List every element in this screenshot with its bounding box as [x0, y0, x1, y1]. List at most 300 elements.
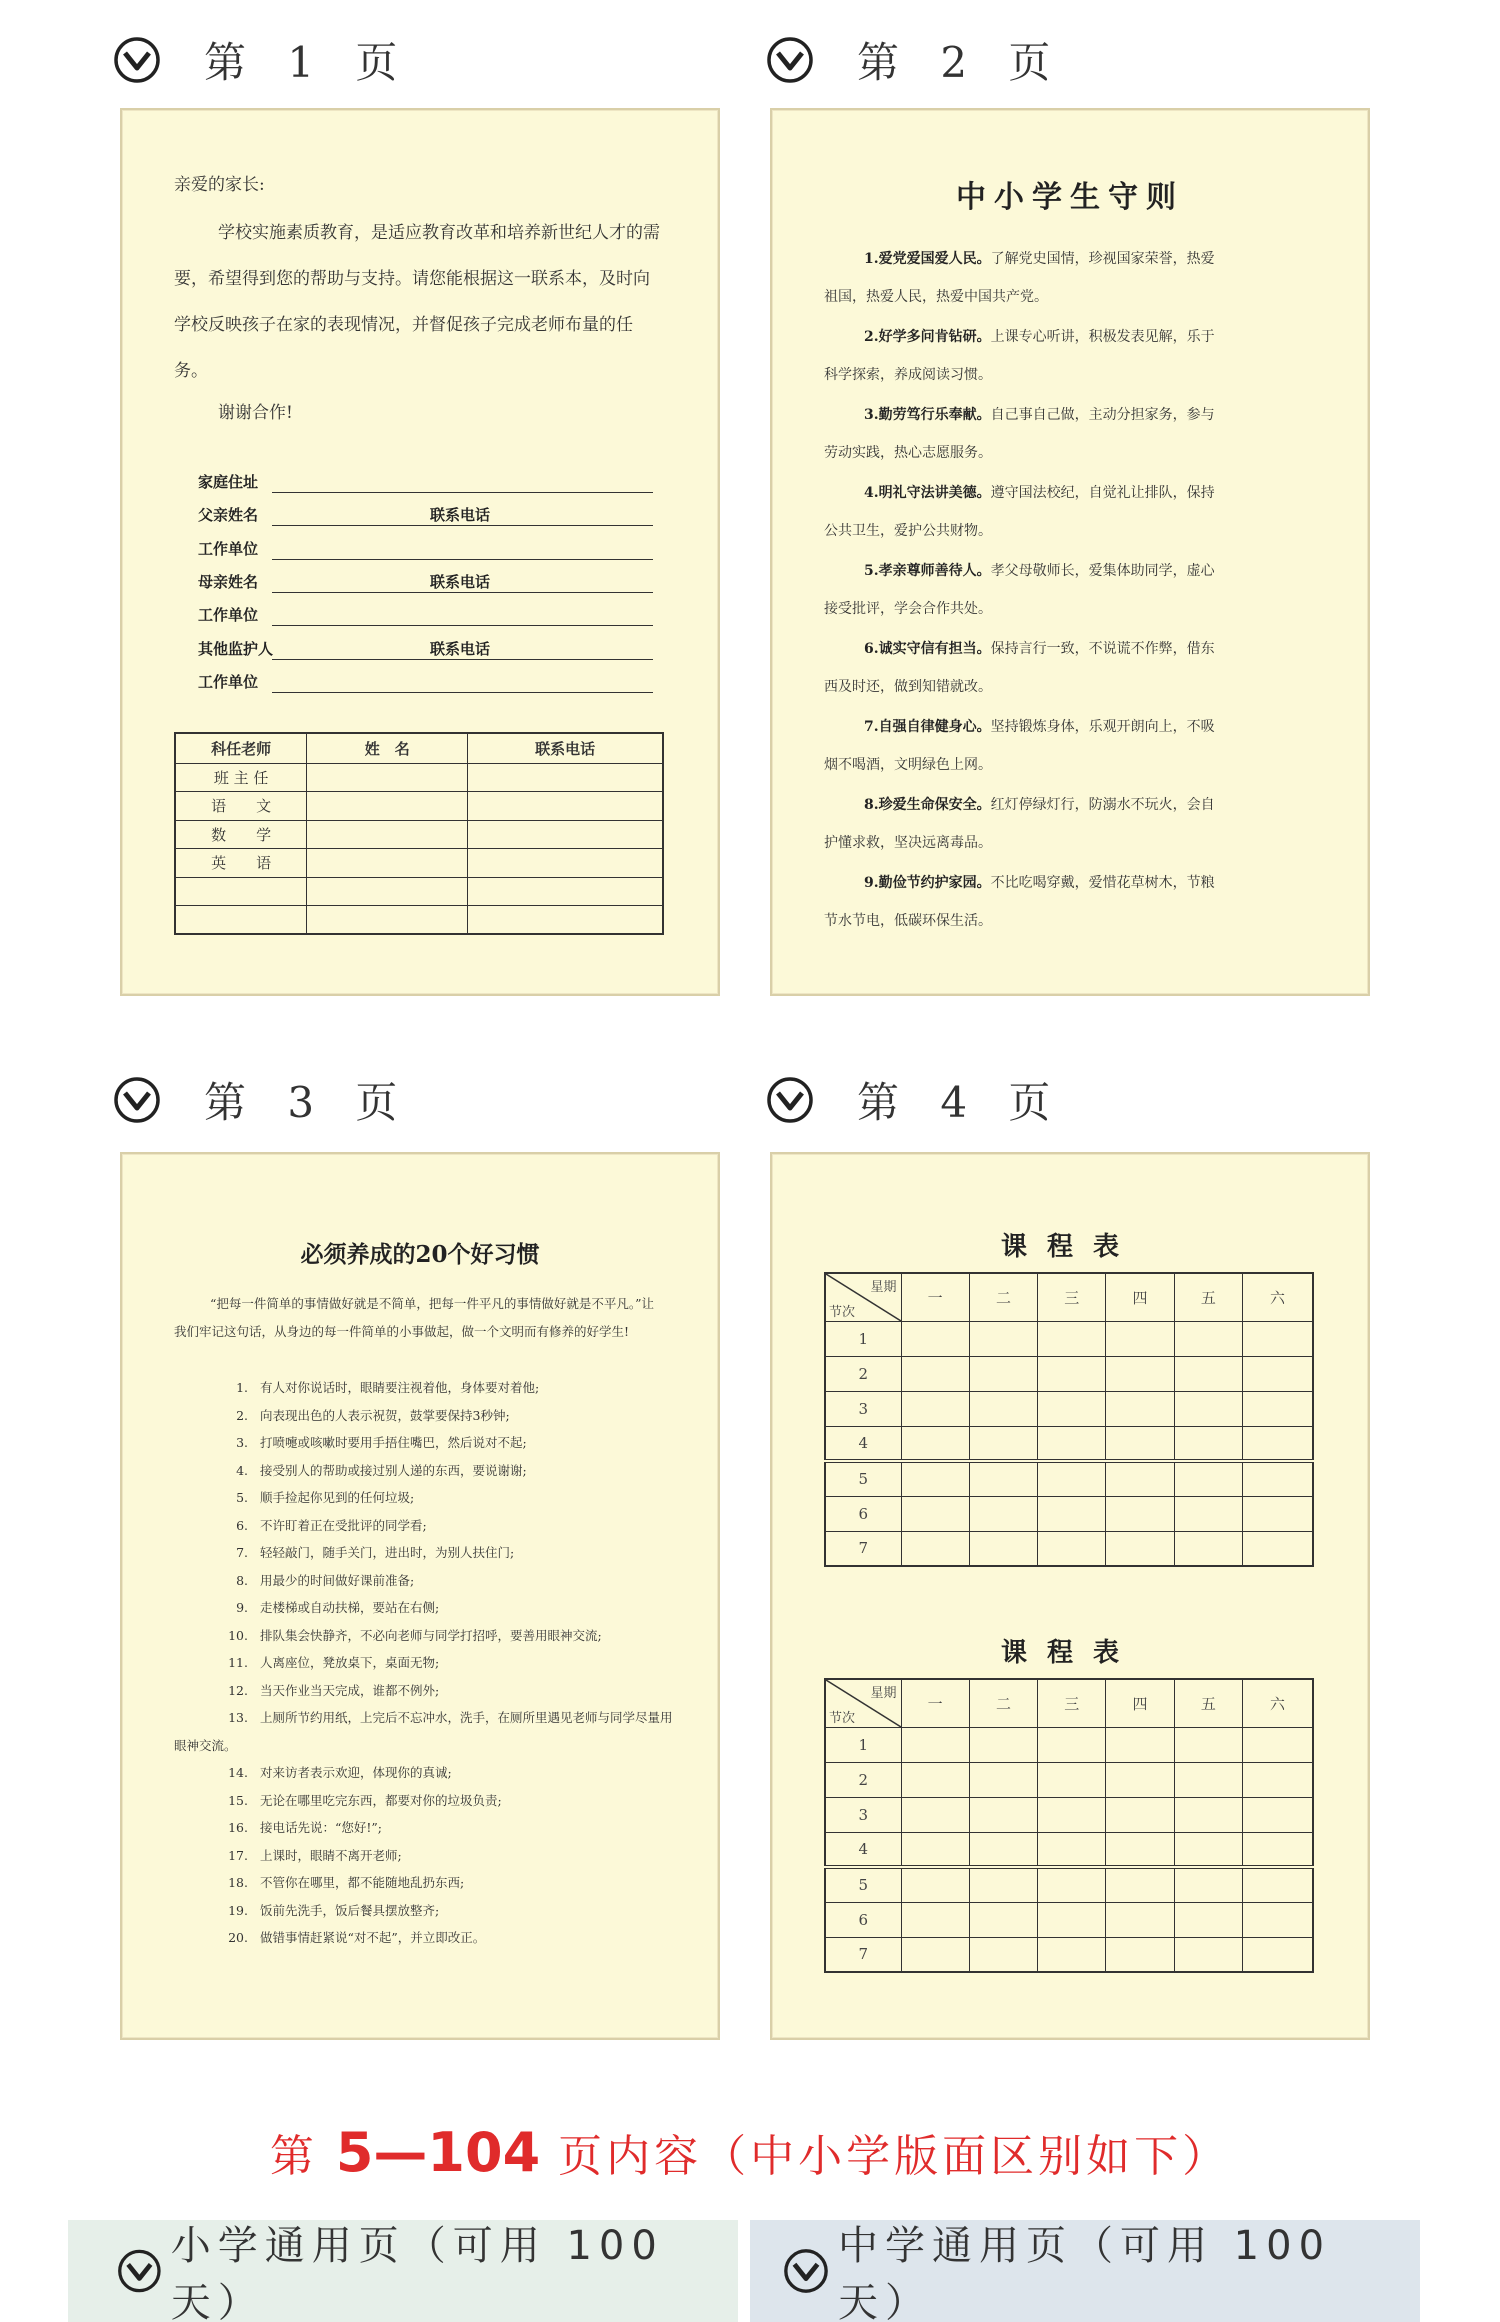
schedule-cell[interactable] [1106, 1762, 1174, 1797]
rule-heading [864, 251, 991, 267]
rule-line [824, 864, 1324, 902]
weekday-header: 六 [1242, 1679, 1313, 1727]
schedule-header-row [825, 1679, 1313, 1727]
schedule-cell[interactable] [901, 1937, 969, 1972]
rule-heading [864, 719, 991, 735]
chevron-circle-icon [112, 35, 162, 85]
page-label-1 [112, 30, 411, 90]
schedule-cell[interactable] [1174, 1727, 1242, 1762]
schedule-cell[interactable] [1038, 1727, 1106, 1762]
rule-continuation: 护懂求救，坚决远离毒品。 [824, 835, 992, 851]
table-row [175, 849, 663, 878]
schedule-cell[interactable] [969, 1426, 1037, 1461]
habit-number: 5. [236, 1490, 248, 1505]
habit-item [174, 1402, 674, 1430]
period-number: 6 [825, 1496, 901, 1531]
period-corner-label: 节次 [829, 1710, 856, 1726]
field-underline [272, 559, 653, 560]
period-number: 4 [825, 1426, 901, 1461]
phone-cell [468, 906, 663, 935]
habit-text: 上厕所节约用纸，上完后不忘冲水，洗手，在厕所里遇见老师与同学尽量用眼神交流。 [174, 1710, 673, 1753]
field-label: 父亲姓名 [198, 506, 259, 524]
schedule-cell[interactable] [1174, 1937, 1242, 1972]
schedule-row [825, 1867, 1313, 1902]
habit-text: 打喷嚏或咳嗽时要用手捂住嘴巴，然后说对不起; [260, 1435, 527, 1450]
habit-item [174, 1897, 674, 1925]
schedule-cell[interactable] [1242, 1496, 1313, 1531]
rule-title: 爱党爱国爱人民。 [878, 251, 991, 267]
subject-cell [175, 877, 307, 906]
table-header-cell: 姓 名 [307, 733, 468, 763]
schedule-cell[interactable] [1106, 1797, 1174, 1832]
schedule-table [824, 1678, 1314, 1973]
page-label-text: 第 2 页 [857, 38, 1065, 87]
page-3-sheet [120, 1152, 720, 2040]
greeting: 亲爱的家长: [174, 175, 265, 195]
rule-heading [864, 563, 991, 579]
page-label-text: 第 1 页 [204, 38, 412, 87]
field-label: 母亲姓名 [198, 573, 259, 591]
habit-item [174, 1622, 674, 1650]
field-phone-label: 联系电话 [430, 573, 491, 591]
content-banner [0, 2120, 1500, 2184]
weekday-header: 四 [1106, 1273, 1174, 1321]
weekday-header: 三 [1038, 1679, 1106, 1727]
period-number: 5 [825, 1461, 901, 1496]
schedule-cell[interactable] [901, 1321, 969, 1356]
field-label: 工作单位 [198, 540, 259, 558]
rule-title: 诚实守信有担当。 [878, 641, 991, 657]
habit-text: 排队集会快静齐，不必向老师与同学打招呼，要善用眼神交流; [260, 1627, 602, 1643]
name-cell [307, 820, 468, 849]
schedule-cell[interactable] [1242, 1426, 1313, 1461]
page-2-sheet [770, 108, 1370, 996]
schedule-cell[interactable] [1106, 1496, 1174, 1531]
schedule-cell[interactable] [1106, 1902, 1174, 1937]
schedule-cell[interactable] [969, 1321, 1037, 1356]
schedule-cell[interactable] [1038, 1426, 1106, 1461]
schedule-cell[interactable] [901, 1832, 969, 1867]
rules-title: 中小学生守则 [956, 180, 1184, 215]
period-number: 2 [825, 1356, 901, 1391]
field-label: 家庭住址 [198, 473, 259, 491]
period-number: 7 [825, 1937, 901, 1972]
schedule-cell[interactable] [1174, 1797, 1242, 1832]
schedule-cell[interactable] [1106, 1937, 1174, 1972]
schedule-cell[interactable] [969, 1461, 1037, 1496]
period-number: 5 [825, 1867, 901, 1902]
habit-item [174, 1457, 674, 1485]
rule-item [824, 864, 1324, 940]
schedule-cell[interactable] [1174, 1531, 1242, 1566]
chevron-circle-icon [765, 1075, 815, 1125]
habit-block [174, 1374, 674, 1952]
form-field-row [198, 536, 653, 562]
schedule-cell[interactable] [901, 1762, 969, 1797]
weekday-header: 五 [1174, 1273, 1242, 1321]
subject-cell: 语 文 [175, 792, 307, 821]
rule-continuation: 西及时还，做到知错就改。 [824, 679, 992, 695]
field-label: 工作单位 [198, 606, 259, 624]
schedule-cell[interactable] [901, 1797, 969, 1832]
phone-cell [468, 877, 663, 906]
schedule-row [825, 1321, 1313, 1356]
habit-item [174, 1677, 674, 1705]
page-4-sheet [770, 1152, 1370, 2040]
schedule-cell[interactable] [969, 1867, 1037, 1902]
rule-item [824, 786, 1324, 862]
schedule-cell[interactable] [1174, 1321, 1242, 1356]
table-row [175, 877, 663, 906]
habit-text: 饭前先洗手，饭后餐具摆放整齐; [260, 1902, 440, 1918]
schedule-cell[interactable] [969, 1356, 1037, 1391]
rule-continuation: 节水节电，低碳环保生活。 [824, 913, 992, 929]
schedule-cell[interactable] [1106, 1461, 1174, 1496]
schedule-cell[interactable] [969, 1832, 1037, 1867]
table-header-cell: 联系电话 [468, 733, 663, 763]
habit-number: 11. [228, 1655, 248, 1670]
habit-text: 做错事情赶紧说“对不起”，并立即改正。 [260, 1930, 486, 1945]
rule-text: 遵守国法校纪，自觉礼让排队，保持 [990, 485, 1215, 501]
schedule-cell[interactable] [1038, 1391, 1106, 1426]
page-label-3 [112, 1070, 411, 1130]
schedule-cell[interactable] [1038, 1321, 1106, 1356]
schedule-cell[interactable] [1106, 1727, 1174, 1762]
schedule-cell[interactable] [1038, 1356, 1106, 1391]
schedule-cell[interactable] [1106, 1321, 1174, 1356]
schedule-cell[interactable] [1174, 1391, 1242, 1426]
rule-title: 好学多问肯钻研。 [878, 329, 991, 345]
rule-continuation: 烟不喝酒，文明绿色上网。 [824, 757, 992, 773]
habit-text: 轻轻敲门，随手关门，进出时，为别人扶住门; [260, 1545, 515, 1560]
schedule-cell[interactable] [901, 1902, 969, 1937]
schedule-cell[interactable] [1174, 1867, 1242, 1902]
habit-item [174, 1649, 674, 1677]
schedule-cell[interactable] [901, 1867, 969, 1902]
schedule-cell[interactable] [969, 1937, 1037, 1972]
schedule-cell[interactable] [969, 1727, 1037, 1762]
schedule-cell[interactable] [1174, 1356, 1242, 1391]
schedule-cell[interactable] [1038, 1797, 1106, 1832]
field-label: 工作单位 [198, 673, 259, 691]
schedule-cell[interactable] [901, 1461, 969, 1496]
rule-text: 了解党史国情，珍视国家荣誉，热爱 [990, 251, 1215, 267]
rule-title: 勤劳笃行乐奉献。 [878, 407, 991, 423]
schedule-cell[interactable] [1242, 1762, 1313, 1797]
schedule-cell[interactable] [1242, 1832, 1313, 1867]
schedule-cell[interactable] [1174, 1461, 1242, 1496]
rule-continuation: 祖国，热爱人民，热爱中国共产党。 [824, 289, 1048, 305]
weekday-header: 二 [969, 1273, 1037, 1321]
schedule-cell[interactable] [1106, 1531, 1174, 1566]
field-underline [272, 659, 653, 660]
habit-item [174, 1512, 674, 1540]
subject-cell [175, 906, 307, 935]
schedule-cell[interactable] [1038, 1832, 1106, 1867]
rule-number: 1. [864, 251, 879, 267]
schedule-cell[interactable] [1106, 1356, 1174, 1391]
schedule-row [825, 1797, 1313, 1832]
weekday-corner-label: 星期 [870, 1686, 897, 1701]
subject-cell: 英 语 [175, 849, 307, 878]
phone-cell [468, 820, 663, 849]
weekday-header: 二 [969, 1679, 1037, 1727]
rule-item [824, 474, 1324, 550]
rule-continuation: 接受批评，学会合作共处。 [824, 601, 992, 617]
period-number: 2 [825, 1762, 901, 1797]
middle-school-label: 中学通用页（可用 100 天） [837, 2223, 1332, 2322]
rule-item [824, 240, 1324, 316]
name-cell [307, 763, 468, 792]
form-field-row [198, 669, 653, 695]
page-1-sheet [120, 108, 720, 996]
habit-number: 2. [236, 1407, 248, 1423]
schedule-cell[interactable] [1106, 1832, 1174, 1867]
rule-item [824, 708, 1324, 784]
schedule-cell[interactable] [901, 1426, 969, 1461]
schedule-row [825, 1832, 1313, 1867]
habit-text: 有人对你说话时，眼睛要注视着他，身体要对着他; [260, 1380, 540, 1395]
field-phone-label: 联系电话 [430, 506, 491, 524]
schedule-cell[interactable] [901, 1727, 969, 1762]
rule-number: 2. [864, 329, 879, 345]
habit-item [174, 1842, 674, 1870]
schedule-title: 课程表 [1000, 1232, 1139, 1262]
rule-continuation: 科学探索，养成阅读习惯。 [824, 367, 992, 383]
name-cell [307, 792, 468, 821]
habit-item [174, 1787, 674, 1815]
rule-item [824, 552, 1324, 628]
habit-number: 9. [236, 1600, 248, 1615]
rule-line [824, 396, 1324, 434]
rule-number: 3. [864, 407, 879, 423]
habit-text: 向表现出色的人表示祝贺，鼓掌要保持3秒钟; [260, 1407, 510, 1423]
rule-text: 坚持锻炼身体，乐观开朗向上，不吸 [990, 719, 1215, 735]
schedule-cell[interactable] [1242, 1391, 1313, 1426]
rule-continuation: 劳动实践，热心志愿服务。 [824, 445, 992, 461]
name-cell [307, 877, 468, 906]
schedule-cell[interactable] [901, 1391, 969, 1426]
rule-line [824, 630, 1324, 668]
habit-number: 15. [228, 1792, 248, 1808]
rule-line [824, 318, 1324, 356]
rule-text: 不比吃喝穿戴，爱惜花草树木，节粮 [990, 875, 1215, 891]
field-underline [272, 625, 653, 626]
habit-text: 用最少的时间做好课前准备; [260, 1572, 415, 1588]
rule-title: 明礼守法讲美德。 [878, 485, 991, 501]
rule-heading [864, 485, 991, 501]
table-row [175, 820, 663, 849]
schedule-cell[interactable] [1174, 1762, 1242, 1797]
weekday-header: 六 [1242, 1273, 1313, 1321]
habit-number: 10. [228, 1627, 248, 1643]
middle-school-bar [750, 2220, 1420, 2322]
habit-item [174, 1374, 674, 1402]
period-number: 1 [825, 1321, 901, 1356]
table-header-row [175, 733, 663, 763]
schedule-cell[interactable] [1174, 1496, 1242, 1531]
schedule-cell[interactable] [969, 1531, 1037, 1566]
weekday-corner-label: 星期 [870, 1280, 897, 1295]
rule-title: 珍爱生命保安全。 [878, 797, 991, 813]
rule-heading [864, 641, 991, 657]
schedule-cell[interactable] [1038, 1902, 1106, 1937]
schedule-cell[interactable] [1038, 1762, 1106, 1797]
schedule-cell[interactable] [969, 1797, 1037, 1832]
phone-cell [468, 792, 663, 821]
rule-text: 保持言行一致，不说谎不作弊，借东 [990, 641, 1215, 657]
schedule-cell[interactable] [969, 1902, 1037, 1937]
period-corner-label: 节次 [829, 1304, 856, 1320]
page-label-4 [765, 1070, 1064, 1130]
habit-number: 14. [228, 1765, 248, 1780]
schedule-row [825, 1531, 1313, 1566]
schedule-cell[interactable] [969, 1496, 1037, 1531]
name-cell [307, 849, 468, 878]
corner-cell [825, 1273, 901, 1321]
habit-text: 不管你在哪里，都不能随地乱扔东西; [260, 1875, 465, 1890]
habit-item [174, 1484, 674, 1512]
habit-text: 人离座位，凳放桌下，桌面无物; [260, 1655, 440, 1670]
rule-line [824, 240, 1324, 278]
schedule-cell[interactable] [1038, 1496, 1106, 1531]
schedule-row [825, 1727, 1313, 1762]
habit-number: 19. [228, 1902, 248, 1918]
schedule-row [825, 1461, 1313, 1496]
rule-line [824, 708, 1324, 746]
schedule-cell[interactable] [901, 1531, 969, 1566]
schedule-cell[interactable] [1242, 1797, 1313, 1832]
period-number: 7 [825, 1531, 901, 1566]
table-row [175, 792, 663, 821]
schedule-cell[interactable] [1242, 1531, 1313, 1566]
primary-school-label: 小学通用页（可用 100 天） [170, 2223, 664, 2322]
chevron-circle-icon [116, 2246, 163, 2296]
schedule-cell[interactable] [1174, 1832, 1242, 1867]
table-header-cell: 科任老师 [175, 733, 307, 763]
rule-number: 5. [864, 563, 879, 579]
schedule-cell[interactable] [1038, 1531, 1106, 1566]
schedule-cell[interactable] [1242, 1321, 1313, 1356]
name-cell [307, 906, 468, 935]
schedule-cell[interactable] [901, 1496, 969, 1531]
schedule-cell[interactable] [1106, 1867, 1174, 1902]
schedule-cell[interactable] [1242, 1727, 1313, 1762]
schedule-cell[interactable] [1106, 1391, 1174, 1426]
habit-number: 13. [228, 1710, 248, 1725]
period-number: 4 [825, 1832, 901, 1867]
habit-item [174, 1924, 674, 1952]
habit-number: 1. [236, 1380, 248, 1395]
form-field-row [198, 636, 653, 662]
schedule-cell[interactable] [1038, 1937, 1106, 1972]
chevron-circle-icon [782, 2246, 830, 2296]
schedule-cell[interactable] [1038, 1867, 1106, 1902]
habit-item [174, 1429, 674, 1457]
habit-number: 4. [236, 1462, 248, 1478]
period-number: 3 [825, 1797, 901, 1832]
field-underline [272, 592, 653, 593]
schedule-cell[interactable] [969, 1391, 1037, 1426]
habit-item [174, 1814, 674, 1842]
schedule-cell[interactable] [1242, 1356, 1313, 1391]
field-label: 其他监护人 [198, 640, 274, 658]
rule-number: 8. [864, 797, 879, 813]
schedule-header-row [825, 1273, 1313, 1321]
form-field-row [198, 602, 653, 628]
rule-heading [864, 329, 991, 345]
rule-title: 自强自律健身心。 [878, 719, 991, 735]
habit-text: 顺手捡起你见到的任何垃圾; [260, 1490, 415, 1505]
habit-text: 上课时，眼睛不离开老师; [260, 1847, 402, 1863]
rule-text: 上课专心听讲，积极发表见解，乐于 [990, 329, 1215, 345]
habit-number: 8. [236, 1572, 248, 1588]
schedule-row [825, 1937, 1313, 1972]
field-underline [272, 492, 653, 493]
schedule-cell[interactable] [1242, 1867, 1313, 1902]
rule-text: 红灯停绿灯行，防溺水不玩火，会自 [990, 797, 1215, 813]
schedule-row [825, 1356, 1313, 1391]
schedule-cell[interactable] [1038, 1461, 1106, 1496]
rule-number: 9. [864, 875, 879, 891]
habit-number: 6. [236, 1517, 248, 1533]
habit-text: 当天作业当天完成，谁都不例外; [260, 1682, 440, 1698]
form-field-row [198, 569, 653, 595]
banner-suffix: 页内容（中小学版面区别如下） [540, 2131, 1231, 2182]
rule-number: 7. [864, 719, 879, 735]
habit-number: 20. [228, 1930, 248, 1945]
table-row [175, 763, 663, 792]
field-underline [272, 692, 653, 693]
habits-intro: “把每一件简单的事情做好就是不简单，把每一件平凡的事情做好就是不平凡。”让我们牢记这句话，从身边的每一件简单的小事做起，做一个文明而有修养的好学生! [174, 1296, 655, 1339]
rule-continuation: 公共卫生，爱护公共财物。 [824, 523, 992, 539]
schedule-cell[interactable] [1242, 1461, 1313, 1496]
schedule-cell[interactable] [1242, 1937, 1313, 1972]
letter-body: 学校实施素质教育，是适应教育改革和培养新世纪人才的需要，希望得到您的帮助与支持。请您能根据这一联系本，及时向学校反映孩子在家的表现情况，并督促孩子完成老师布量的任务。 [174, 223, 660, 381]
form-field-row [198, 502, 653, 528]
corner-cell [825, 1679, 901, 1727]
phone-cell [468, 763, 663, 792]
rule-item [824, 630, 1324, 706]
habit-item [174, 1539, 674, 1567]
schedule-cell[interactable] [1106, 1426, 1174, 1461]
habit-text: 对来访者表示欢迎，体现你的真诚; [260, 1765, 452, 1780]
schedule-cell[interactable] [1242, 1902, 1313, 1937]
rule-number: 4. [864, 485, 879, 501]
habit-item [174, 1567, 674, 1595]
rule-heading [864, 875, 991, 891]
rule-title: 勤俭节约护家园。 [878, 875, 991, 891]
rule-number: 6. [864, 641, 879, 657]
schedule-cell[interactable] [969, 1762, 1037, 1797]
schedule-table [824, 1272, 1314, 1567]
thanks-text: 谢谢合作! [218, 403, 293, 423]
teacher-table [174, 732, 664, 935]
rule-text: 自己事自己做，主动分担家务，参与 [990, 407, 1215, 423]
subject-cell: 班 主 任 [175, 763, 307, 792]
page-label-text: 第 4 页 [857, 1078, 1065, 1127]
habit-item [174, 1704, 674, 1759]
schedule-cell[interactable] [1174, 1426, 1242, 1461]
schedule-row [825, 1496, 1313, 1531]
schedule-cell[interactable] [901, 1356, 969, 1391]
rule-text: 孝父母敬师长，爱集体助同学，虚心 [990, 563, 1215, 579]
habit-number: 18. [228, 1875, 248, 1890]
page-label-2 [765, 30, 1064, 90]
habit-item [174, 1869, 674, 1897]
weekday-header: 三 [1038, 1273, 1106, 1321]
schedule-cell[interactable] [1174, 1902, 1242, 1937]
